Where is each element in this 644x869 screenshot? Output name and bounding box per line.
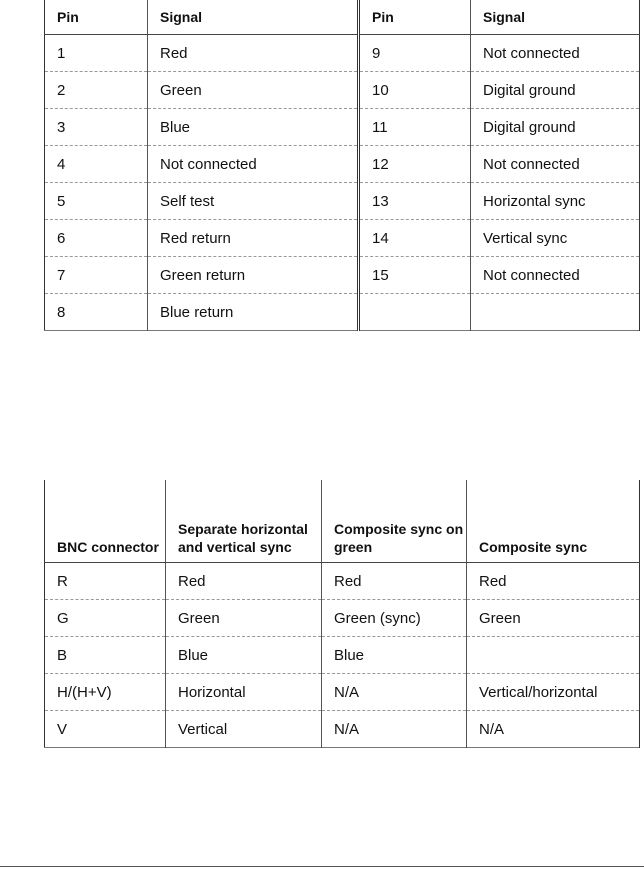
table-row <box>45 220 640 257</box>
table-cell: Horizontal <box>166 674 322 711</box>
table-cell: Not connected <box>148 146 359 183</box>
table-cell: Not connected <box>471 35 640 72</box>
table-cell: 3 <box>45 109 148 146</box>
table-cell <box>467 637 640 674</box>
column-header: Signal <box>148 0 359 35</box>
column-header: Composite sync <box>467 480 640 563</box>
table-cell: Horizontal sync <box>471 183 640 220</box>
table-row <box>45 35 640 72</box>
table-cell: Green return <box>148 257 359 294</box>
table-cell: B <box>45 637 166 674</box>
table-cell: N/A <box>467 711 640 748</box>
table-cell: 2 <box>45 72 148 109</box>
table-row <box>45 183 640 220</box>
table-cell: 5 <box>45 183 148 220</box>
table-row <box>45 257 640 294</box>
table-cell: Red <box>467 563 640 600</box>
pin-signal-table <box>44 0 640 331</box>
table-row <box>45 674 640 711</box>
table-cell: Vertical sync <box>471 220 640 257</box>
table-cell: Blue <box>148 109 359 146</box>
table-cell: Green (sync) <box>322 600 467 637</box>
table-cell <box>471 294 640 331</box>
table-cell: Not connected <box>471 257 640 294</box>
table-row <box>45 109 640 146</box>
table-cell: Digital ground <box>471 109 640 146</box>
table-cell: Blue return <box>148 294 359 331</box>
column-header: Signal <box>471 0 640 35</box>
table-cell: Vertical/horizontal <box>467 674 640 711</box>
table-row <box>45 563 640 600</box>
column-header: Separate horizontal and vertical sync <box>166 480 322 563</box>
table-cell: H/(H+V) <box>45 674 166 711</box>
table-cell: 6 <box>45 220 148 257</box>
table-cell: Digital ground <box>471 72 640 109</box>
table-cell: 15 <box>359 257 471 294</box>
table-cell: Red return <box>148 220 359 257</box>
table-row <box>45 637 640 674</box>
table-cell: 12 <box>359 146 471 183</box>
table-cell: Blue <box>166 637 322 674</box>
table-cell: 10 <box>359 72 471 109</box>
table-cell: V <box>45 711 166 748</box>
table-header-row <box>45 0 640 35</box>
table-cell: G <box>45 600 166 637</box>
table-row <box>45 294 640 331</box>
table-cell: Red <box>322 563 467 600</box>
table-cell: 7 <box>45 257 148 294</box>
table-cell: N/A <box>322 674 467 711</box>
table-row <box>45 72 640 109</box>
table-cell: 1 <box>57 44 66 62</box>
table-cell: 4 <box>45 146 148 183</box>
table-cell: 14 <box>359 220 471 257</box>
table-cell: Green <box>166 600 322 637</box>
table-cell: Red <box>148 35 359 72</box>
table-cell: N/A <box>322 711 467 748</box>
table-cell: Blue <box>322 637 467 674</box>
column-header: Pin <box>45 0 148 35</box>
table-cell: Vertical <box>166 711 322 748</box>
table-header-row <box>45 480 640 563</box>
column-header: Pin <box>359 0 471 35</box>
table-cell: Self test <box>148 183 359 220</box>
bnc-connector-table <box>44 480 640 748</box>
table-cell: 13 <box>359 183 471 220</box>
table-cell: 9 <box>359 35 471 72</box>
table-cell: Not connected <box>471 146 640 183</box>
table-cell: R <box>57 572 68 590</box>
table-cell: 11 <box>359 109 471 146</box>
table-row <box>45 600 640 637</box>
table-cell <box>359 294 471 331</box>
table-row <box>45 146 640 183</box>
table-cell: 8 <box>45 294 148 331</box>
table-cell: Red <box>166 563 322 600</box>
table-row <box>45 711 640 748</box>
page-footer-rule <box>0 866 644 867</box>
column-header: Composite sync on green <box>322 480 467 563</box>
table-cell: Green <box>467 600 640 637</box>
column-header: BNC connector <box>45 480 166 563</box>
table-cell: Green <box>148 72 359 109</box>
